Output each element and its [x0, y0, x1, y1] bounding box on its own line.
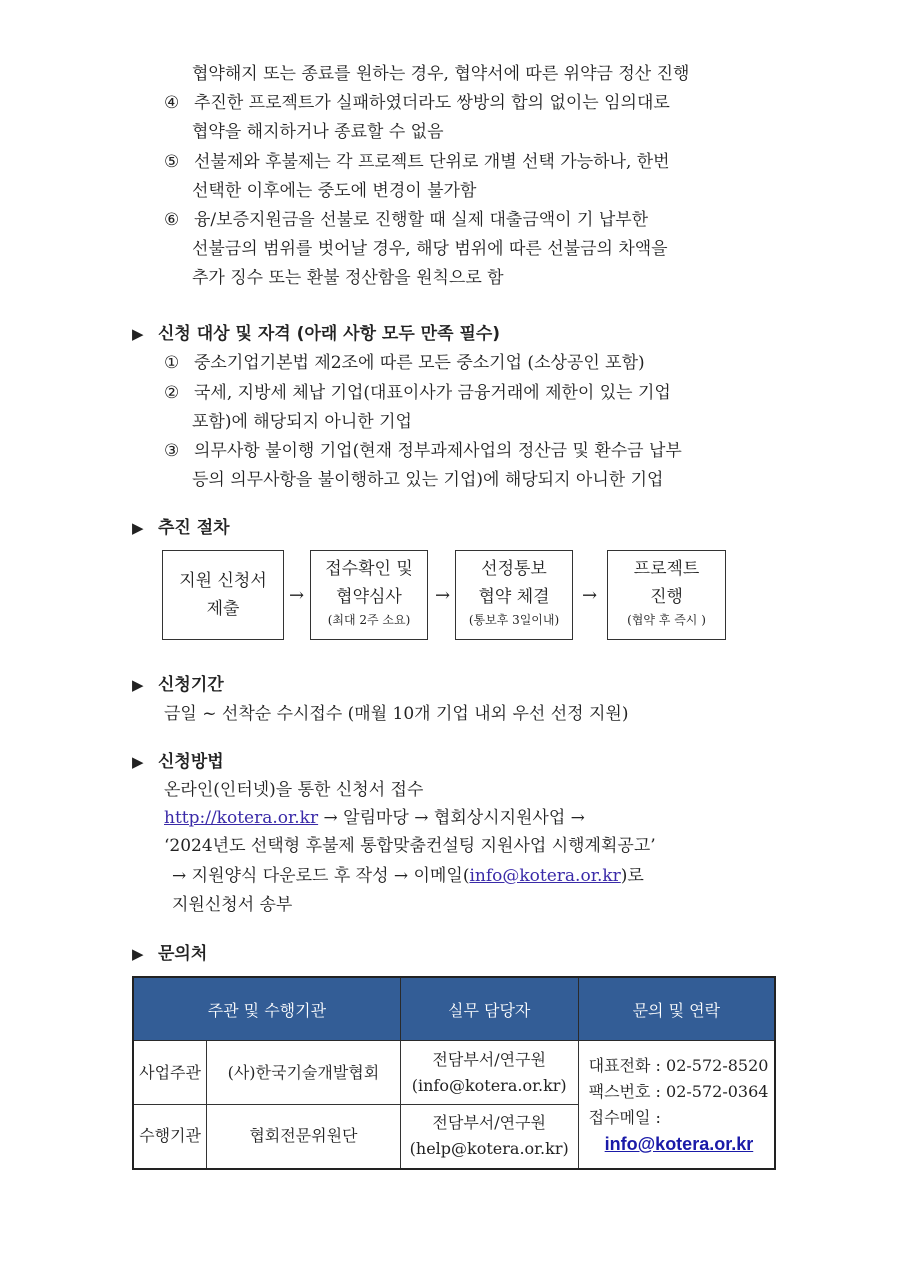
phone-text: 대표전화 : 02-572-8520: [588, 1056, 769, 1075]
item-number: ①: [164, 353, 180, 373]
step-title: 프로젝트: [633, 559, 700, 579]
arrow-right-icon: →: [582, 585, 598, 606]
website-link[interactable]: http://kotera.or.kr: [164, 808, 319, 828]
procedure-step-3: [455, 550, 573, 640]
method-path-text: → 알림마당 → 협회상시지원사업 →: [323, 808, 585, 828]
step-title: 접수확인 및: [325, 559, 413, 579]
arrow-right-icon: →: [435, 585, 451, 606]
list-item: [164, 150, 670, 174]
item-text: 중소기업기본법 제2조에 따른 모든 중소기업 (소상공인 포함): [194, 353, 645, 373]
item-number: ③: [164, 441, 180, 461]
triangle-bullet-icon: ▶: [132, 676, 144, 694]
step-note: (최대 2주 소요): [327, 613, 411, 627]
fax-text: 팩스번호 : 02-572-0364: [588, 1082, 769, 1101]
role-cell: 사업주관: [133, 1041, 207, 1105]
step-note: (통보후 3일이내): [468, 613, 560, 627]
list-item: [164, 439, 682, 463]
item-text-cont: 등의 의무사항을 불이행하고 있는 기업)에 해당되지 아니한 기업: [192, 470, 664, 490]
staff-email: (help@kotera.or.kr): [409, 1139, 569, 1159]
staff-email: (info@kotera.or.kr): [411, 1075, 567, 1095]
step-title: 지원 신청서: [179, 571, 267, 591]
column-header: 실무 담당자: [400, 977, 578, 1041]
method-path: [164, 806, 585, 830]
column-header: 문의 및 연락: [578, 977, 775, 1041]
item-number: ⑥: [164, 210, 180, 230]
method-text: 온라인(인터넷)을 통한 신청서 접수: [164, 780, 424, 800]
section-heading-eligibility: [132, 322, 500, 346]
heading-text: 추진 절차: [158, 518, 230, 538]
org-cell: (사)한국기술개발협회: [207, 1041, 401, 1105]
item-text-cont: 선택한 이후에는 중도에 변경이 불가함: [192, 181, 477, 201]
continued-text: 협약해지 또는 종료를 원하는 경우, 협약서에 따른 위약금 정산 진행: [192, 64, 690, 84]
method-send-text: 지원신청서 송부: [172, 895, 293, 915]
item-text: 국세, 지방세 체납 기업(대표이사가 금융거래에 제한이 있는 기업: [194, 383, 671, 403]
method-steps-text-end: )로: [620, 866, 644, 886]
item-text: 의무사항 불이행 기업(현재 정부과제사업의 정산금 및 환수금 납부: [194, 441, 682, 461]
list-item: [164, 381, 671, 405]
heading-text: 신청 대상 및 자격 (아래 사항 모두 만족 필수): [158, 324, 501, 344]
heading-text: 신청기간: [158, 675, 224, 695]
item-text: 추진한 프로젝트가 실패하였더라도 쌍방의 합의 없이는 임의대로: [194, 93, 670, 113]
contact-table: [132, 976, 776, 1170]
column-header: 주관 및 수행기관: [133, 977, 400, 1041]
dept-text: 전담부서/연구원: [432, 1113, 546, 1133]
step-title-2: 진행: [650, 587, 683, 607]
item-text: 선불제와 후불제는 각 프로젝트 단위로 개별 선택 가능하나, 한번: [194, 152, 670, 172]
section-heading-method: [132, 750, 224, 774]
list-item: [164, 351, 645, 375]
triangle-bullet-icon: ▶: [132, 753, 144, 771]
procedure-step-1: [162, 550, 284, 640]
step-title-2: 협약심사: [336, 587, 402, 607]
period-text: 금일 ~ 선착순 수시접수 (매월 10개 기업 내외 우선 선정 지원): [164, 704, 629, 724]
contact-info-cell: [578, 1041, 775, 1169]
triangle-bullet-icon: ▶: [132, 945, 144, 963]
role-cell: 수행기관: [133, 1105, 207, 1169]
step-title-2: 협약 체결: [478, 587, 550, 607]
email-link[interactable]: info@kotera.or.kr: [469, 866, 621, 886]
method-steps: [172, 864, 644, 888]
item-number: ⑤: [164, 152, 180, 172]
contact-email-link[interactable]: info@kotera.or.kr: [604, 1134, 754, 1154]
section-heading-procedure: [132, 516, 230, 540]
list-item: [164, 208, 648, 232]
dept-text: 전담부서/연구원: [432, 1049, 546, 1069]
staff-cell: [400, 1105, 578, 1169]
table-header-row: [133, 977, 775, 1041]
item-text-cont: 협약을 해지하거나 종료할 수 없음: [192, 122, 444, 142]
item-number: ②: [164, 383, 180, 403]
heading-text: 신청방법: [158, 752, 224, 772]
email-label: 접수메일 :: [588, 1108, 661, 1127]
triangle-bullet-icon: ▶: [132, 325, 144, 343]
section-heading-contact: [132, 942, 207, 966]
triangle-bullet-icon: ▶: [132, 519, 144, 537]
step-note: (협약 후 즉시 ): [627, 613, 706, 627]
arrow-right-icon: →: [289, 585, 305, 606]
table-row: [133, 1041, 775, 1105]
heading-text: 문의처: [158, 944, 208, 964]
method-steps-text: → 지원양식 다운로드 후 작성 → 이메일(: [172, 866, 470, 886]
staff-cell: [400, 1041, 578, 1105]
item-number: ④: [164, 93, 180, 113]
list-item: [164, 91, 670, 115]
item-text-cont: 추가 징수 또는 환불 정산함을 원칙으로 함: [192, 268, 504, 288]
org-cell: 협회전문위원단: [207, 1105, 401, 1169]
item-text-cont: 포함)에 해당되지 아니한 기업: [192, 412, 412, 432]
procedure-step-4: [607, 550, 726, 640]
method-notice-title: ‘2024년도 선택형 후불제 통합맞춤컨설팅 지원사업 시행계획공고’: [164, 836, 656, 856]
item-text: 융/보증지원금을 선불로 진행할 때 실제 대출금액이 기 납부한: [194, 210, 649, 230]
section-heading-period: [132, 673, 224, 697]
procedure-step-2: [310, 550, 428, 640]
step-title-2: 제출: [206, 599, 240, 619]
item-text-cont: 선불금의 범위를 벗어날 경우, 해당 범위에 따른 선불금의 차액을: [192, 239, 668, 259]
step-title: 선정통보: [481, 559, 547, 579]
